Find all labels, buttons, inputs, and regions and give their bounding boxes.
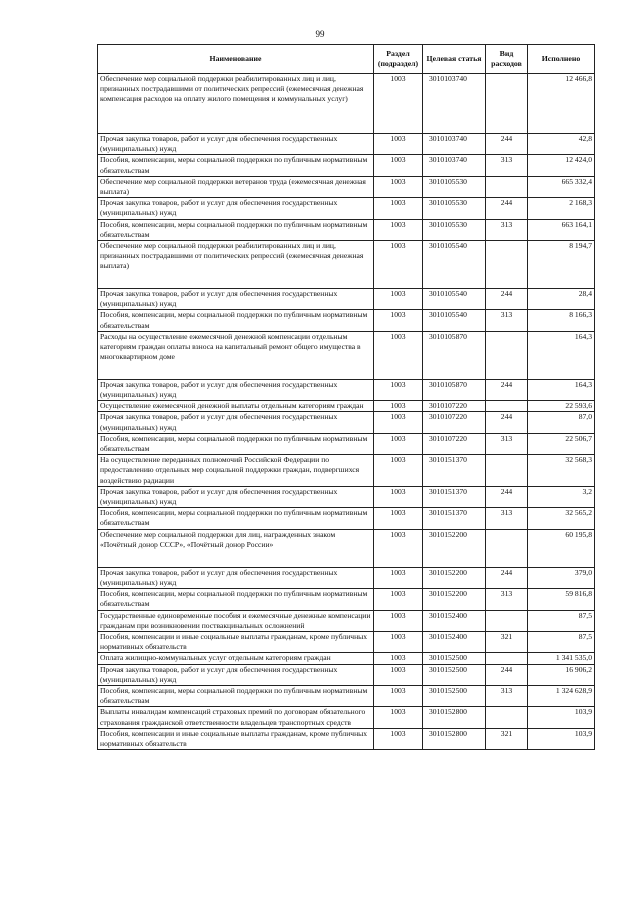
cell-article: 3010105540	[423, 289, 486, 310]
table-row	[98, 567, 595, 588]
cell-kind: 244	[486, 486, 528, 507]
header-article: Целевая статья	[423, 45, 486, 74]
cell-section: 1003	[374, 685, 423, 706]
table-row	[98, 610, 595, 631]
table-row	[98, 728, 595, 749]
cell-kind: 313	[486, 508, 528, 529]
cell-name: Прочая закупка товаров, работ и услуг для обеспечения государственных (муниципальных) нужд	[98, 412, 374, 433]
cell-section: 1003	[374, 455, 423, 487]
cell-article: 3010152200	[423, 529, 486, 567]
cell-article: 3010152400	[423, 610, 486, 631]
cell-section: 1003	[374, 401, 423, 412]
cell-name: Прочая закупка товаров, работ и услуг для обеспечения государственных (муниципальных) нужд	[98, 289, 374, 310]
table-row	[98, 433, 595, 454]
cell-section: 1003	[374, 198, 423, 219]
cell-done: 59 816,8	[528, 589, 595, 610]
cell-name: Осуществление ежемесячной денежной выплаты отдельным категориям граждан	[98, 401, 374, 412]
cell-kind	[486, 529, 528, 567]
cell-kind	[486, 707, 528, 728]
cell-article: 3010152800	[423, 728, 486, 749]
cell-done: 1 324 628,9	[528, 685, 595, 706]
cell-name: Прочая закупка товаров, работ и услуг для обеспечения государственных (муниципальных) нужд	[98, 567, 374, 588]
cell-name: Пособия, компенсации, меры социальной поддержки по публичным нормативным обязательствам	[98, 219, 374, 240]
cell-kind: 313	[486, 219, 528, 240]
cell-article: 3010105530	[423, 198, 486, 219]
cell-kind: 313	[486, 155, 528, 176]
cell-done: 22 506,7	[528, 433, 595, 454]
cell-name: Прочая закупка товаров, работ и услуг для обеспечения государственных (муниципальных) нужд	[98, 379, 374, 400]
table-row	[98, 664, 595, 685]
cell-article: 3010152500	[423, 664, 486, 685]
cell-done: 60 195,8	[528, 529, 595, 567]
cell-article: 3010152500	[423, 653, 486, 664]
cell-kind: 244	[486, 412, 528, 433]
cell-name: Пособия, компенсации, меры социальной поддержки по публичным нормативным обязательствам	[98, 685, 374, 706]
cell-article: 3010152200	[423, 567, 486, 588]
cell-done: 3,2	[528, 486, 595, 507]
cell-section: 1003	[374, 241, 423, 289]
cell-section: 1003	[374, 728, 423, 749]
cell-article: 3010151370	[423, 455, 486, 487]
cell-article: 3010105530	[423, 219, 486, 240]
cell-done: 16 906,2	[528, 664, 595, 685]
cell-name: Прочая закупка товаров, работ и услуг для обеспечения государственных (муниципальных) нужд	[98, 664, 374, 685]
cell-done: 665 332,4	[528, 176, 595, 197]
cell-kind	[486, 455, 528, 487]
cell-section: 1003	[374, 134, 423, 155]
cell-section: 1003	[374, 589, 423, 610]
cell-article: 3010152500	[423, 685, 486, 706]
cell-kind: 321	[486, 728, 528, 749]
cell-article: 3010107220	[423, 412, 486, 433]
cell-article: 3010152400	[423, 631, 486, 652]
cell-kind	[486, 331, 528, 379]
cell-name: Пособия, компенсации, меры социальной поддержки по публичным нормативным обязательствам	[98, 508, 374, 529]
table-row	[98, 455, 595, 487]
cell-section: 1003	[374, 289, 423, 310]
cell-article: 3010105530	[423, 176, 486, 197]
cell-done: 42,8	[528, 134, 595, 155]
table-row	[98, 198, 595, 219]
cell-done: 87,5	[528, 631, 595, 652]
cell-kind: 244	[486, 664, 528, 685]
table-row	[98, 589, 595, 610]
cell-done: 32 568,3	[528, 455, 595, 487]
cell-name: Выплаты инвалидам компенсаций страховых премий по договорам обязательного страхования гражданской ответственности владельцев транспортных средств	[98, 707, 374, 728]
cell-section: 1003	[374, 664, 423, 685]
cell-section: 1003	[374, 610, 423, 631]
table-row	[98, 379, 595, 400]
cell-done: 103,9	[528, 707, 595, 728]
cell-name: Обеспечение мер социальной поддержки для лиц, награжденных знаком «Почётный донор СССР», «Почётный донор России»	[98, 529, 374, 567]
cell-article: 3010151370	[423, 508, 486, 529]
header-name: Наименование	[98, 45, 374, 74]
cell-kind: 244	[486, 567, 528, 588]
table-row	[98, 412, 595, 433]
cell-article: 3010105540	[423, 310, 486, 331]
table-row	[98, 331, 595, 379]
cell-name: Обеспечение мер социальной поддержки реабилитированных лиц и лиц, признанных пострадавшими от политических репрессий (ежемесячная денежная выплата)	[98, 241, 374, 289]
cell-kind: 313	[486, 685, 528, 706]
table-header-row	[98, 45, 595, 74]
cell-section: 1003	[374, 74, 423, 134]
cell-section: 1003	[374, 653, 423, 664]
cell-name: Обеспечение мер социальной поддержки реабилитированных лиц и лиц, признанных пострадавшими от политических репрессий (ежемесячная денежная компенсация расходов на оплату жилого помещения и коммунальных услуг)	[98, 74, 374, 134]
cell-done: 103,9	[528, 728, 595, 749]
cell-name: Прочая закупка товаров, работ и услуг для обеспечения государственных (муниципальных) нужд	[98, 198, 374, 219]
table-row	[98, 707, 595, 728]
cell-name: Пособия, компенсации, меры социальной поддержки по публичным нормативным обязательствам	[98, 433, 374, 454]
cell-name: Пособия, компенсации, меры социальной поддержки по публичным нормативным обязательствам	[98, 155, 374, 176]
cell-done: 164,3	[528, 331, 595, 379]
cell-article: 3010107220	[423, 401, 486, 412]
cell-article: 3010152200	[423, 589, 486, 610]
cell-article: 3010105540	[423, 241, 486, 289]
cell-section: 1003	[374, 707, 423, 728]
cell-done: 379,0	[528, 567, 595, 588]
cell-name: Обеспечение мер социальной поддержки ветеранов труда (ежемесячная денежная выплата)	[98, 176, 374, 197]
cell-section: 1003	[374, 508, 423, 529]
cell-name: Расходы на осуществление ежемесячной денежной компенсации отдельным категориям граждан оплаты взноса на капитальный ремонт общего имущества в многоквартирном доме	[98, 331, 374, 379]
cell-kind: 244	[486, 379, 528, 400]
cell-section: 1003	[374, 176, 423, 197]
cell-section: 1003	[374, 310, 423, 331]
header-section: Раздел (подраздел)	[374, 45, 423, 74]
cell-kind	[486, 653, 528, 664]
cell-done: 1 341 535,0	[528, 653, 595, 664]
cell-article: 3010107220	[423, 433, 486, 454]
cell-done: 8 166,3	[528, 310, 595, 331]
cell-name: Оплата жилищно-коммунальных услуг отдельным категориям граждан	[98, 653, 374, 664]
table-row	[98, 685, 595, 706]
header-kind: Вид расходов	[486, 45, 528, 74]
cell-section: 1003	[374, 631, 423, 652]
budget-table	[97, 44, 595, 750]
cell-name: Прочая закупка товаров, работ и услуг для обеспечения государственных (муниципальных) нужд	[98, 134, 374, 155]
header-done: Исполнено	[528, 45, 595, 74]
cell-section: 1003	[374, 155, 423, 176]
cell-done: 28,4	[528, 289, 595, 310]
cell-kind: 244	[486, 198, 528, 219]
cell-done: 12 424,0	[528, 155, 595, 176]
table-row	[98, 219, 595, 240]
table-row	[98, 508, 595, 529]
cell-kind: 244	[486, 134, 528, 155]
cell-name: Пособия, компенсации, меры социальной поддержки по публичным нормативным обязательствам	[98, 589, 374, 610]
cell-article: 3010103740	[423, 74, 486, 134]
cell-kind	[486, 74, 528, 134]
cell-kind	[486, 610, 528, 631]
table-row	[98, 310, 595, 331]
cell-section: 1003	[374, 331, 423, 379]
table-row	[98, 486, 595, 507]
cell-kind: 244	[486, 289, 528, 310]
cell-article: 3010152800	[423, 707, 486, 728]
table-row	[98, 529, 595, 567]
cell-kind: 313	[486, 433, 528, 454]
cell-section: 1003	[374, 433, 423, 454]
cell-name: На осуществление переданных полномочий Российской Федерации по предоставлению отдельных мер социальной поддержки граждан, подвергшихся воздействию радиации	[98, 455, 374, 487]
cell-done: 22 593,6	[528, 401, 595, 412]
cell-article: 3010103740	[423, 155, 486, 176]
table-row	[98, 401, 595, 412]
cell-kind	[486, 401, 528, 412]
cell-done: 2 168,3	[528, 198, 595, 219]
table-row	[98, 241, 595, 289]
cell-done: 12 466,8	[528, 74, 595, 134]
table-row	[98, 631, 595, 652]
table-row	[98, 176, 595, 197]
cell-name: Пособия, компенсации и иные социальные выплаты гражданам, кроме публичных нормативных обязательств	[98, 728, 374, 749]
table-row	[98, 653, 595, 664]
cell-article: 3010105870	[423, 379, 486, 400]
cell-kind: 321	[486, 631, 528, 652]
cell-done: 164,3	[528, 379, 595, 400]
table-row	[98, 134, 595, 155]
cell-done: 87,0	[528, 412, 595, 433]
cell-section: 1003	[374, 529, 423, 567]
cell-section: 1003	[374, 486, 423, 507]
cell-section: 1003	[374, 412, 423, 433]
cell-kind: 313	[486, 310, 528, 331]
cell-name: Пособия, компенсации и иные социальные выплаты гражданам, кроме публичных нормативных обязательств	[98, 631, 374, 652]
cell-kind	[486, 241, 528, 289]
cell-done: 8 194,7	[528, 241, 595, 289]
cell-article: 3010151370	[423, 486, 486, 507]
cell-done: 87,5	[528, 610, 595, 631]
cell-kind: 313	[486, 589, 528, 610]
cell-article: 3010103740	[423, 134, 486, 155]
cell-done: 663 164,1	[528, 219, 595, 240]
cell-name: Прочая закупка товаров, работ и услуг для обеспечения государственных (муниципальных) нужд	[98, 486, 374, 507]
page-number: 99	[315, 29, 325, 39]
cell-kind	[486, 176, 528, 197]
cell-name: Государственные единовременные пособия и ежемесячные денежные компенсации гражданам при возникновении поствакцинальных осложнений	[98, 610, 374, 631]
cell-section: 1003	[374, 567, 423, 588]
cell-done: 32 565,2	[528, 508, 595, 529]
table-row	[98, 155, 595, 176]
cell-article: 3010105870	[423, 331, 486, 379]
cell-section: 1003	[374, 379, 423, 400]
cell-section: 1003	[374, 219, 423, 240]
table-row	[98, 289, 595, 310]
cell-name: Пособия, компенсации, меры социальной поддержки по публичным нормативным обязательствам	[98, 310, 374, 331]
table-row	[98, 74, 595, 134]
